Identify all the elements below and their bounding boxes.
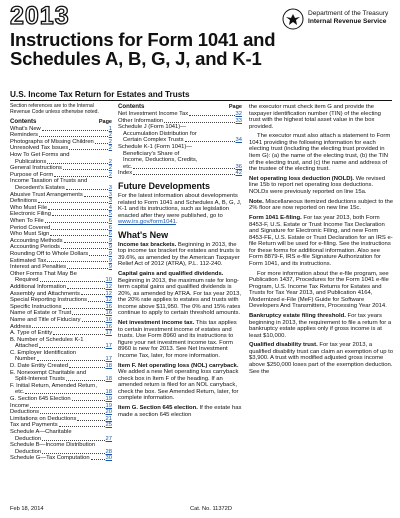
toc-entry-title: Publications — [15, 158, 47, 165]
toc-page-link[interactable]: 1 — [108, 125, 112, 132]
document-subtitle: U.S. Income Tax Return for Estates and Trusts — [10, 90, 190, 99]
toc-entry-title: etc. — [15, 389, 25, 396]
toc-leader-dots — [59, 426, 105, 427]
toc-leader-dots — [54, 176, 108, 177]
toc-entry[interactable] — [118, 111, 242, 118]
toc-entry[interactable] — [118, 164, 242, 171]
toc-entry[interactable] — [10, 192, 112, 199]
toc-entry — [118, 157, 242, 164]
toc-entry-title: Net Investment Income Tax — [118, 111, 189, 118]
toc-label: Contents — [118, 103, 145, 110]
toc-page-label: Page — [98, 118, 112, 125]
toc-page-link[interactable]: 12 — [105, 297, 112, 304]
toc-list — [118, 111, 242, 177]
toc-entry-title: etc. — [123, 163, 133, 170]
toc-page-link[interactable]: 18 — [105, 389, 112, 396]
toc-leader-dots — [42, 453, 104, 454]
toc-page-link[interactable]: 16 — [105, 303, 112, 310]
toc-entry[interactable] — [10, 449, 112, 456]
toc-entry[interactable] — [10, 198, 112, 205]
toc-entry-title: A. Type of Entity — [10, 330, 53, 337]
toc-entry — [10, 152, 112, 159]
toc-page-link[interactable]: 12 — [105, 283, 112, 290]
toc-entry-title: Limitations on Deductions — [10, 415, 77, 422]
toc-page-link[interactable]: 16 — [105, 316, 112, 323]
toc-leader-dots — [40, 413, 105, 414]
toc-entry-title: Schedule G—Tax Computation — [10, 455, 90, 462]
toc-entry-title: Required — [15, 277, 39, 284]
toc-entry-title: Name and Title of Fiduciary — [10, 316, 81, 323]
future-developments-heading: Future Developments — [118, 181, 211, 192]
toc-header — [10, 119, 112, 126]
toc-entry-title: F. Initial Return, Amended Return, — [10, 382, 97, 389]
toc-leader-dots — [81, 294, 105, 295]
toc-entry-title: Number — [15, 356, 36, 363]
toc-entry-title: Other Information — [118, 117, 164, 124]
capital-gains-para: Capital gains and qualified dividends. Beginning in 2013, the maximum rate for long-term capital gains and qualified dividends is 20%, as amended by ATRA. For tax year 2013, the 20% rate applies to estates and trusts with income above $11,950. The 0% and 15% rates continue to apply to certain threshold amounts. — [118, 271, 242, 317]
toc-entry-title: Certain Complex Trusts — [123, 137, 184, 144]
toc-entry[interactable] — [118, 118, 242, 125]
toc-page-link[interactable]: 10 — [105, 277, 112, 284]
toc-entry — [118, 144, 242, 151]
toc-page-link[interactable]: 20 — [105, 409, 112, 416]
toc-entry[interactable] — [10, 416, 112, 423]
toc-entry[interactable] — [10, 238, 112, 245]
dept-line-2: Internal Revenue Service — [308, 18, 387, 25]
toc-entry-title: Unresolved Tax Issues — [10, 145, 69, 152]
toc-entry-title: Schedule B—Income Distribution — [10, 442, 96, 449]
toc-leader-dots — [51, 229, 107, 230]
toc-entry[interactable] — [10, 218, 112, 225]
toc-page-link[interactable]: 2 — [108, 165, 112, 172]
toc-entry-title: Beneficiary's Share of — [123, 150, 180, 157]
executor-statement-para: The executor must also attach a statement to Form 1041 providing the following information for each electing trust (including the electing trust provided in Item G): (a) the name of the electing trust, (b) the TIN of the electing trust, and (c) the name and address of the trustee of the electing trust. — [249, 133, 391, 173]
toc-entry-title: Schedule K-1 (Form 1041)— — [118, 144, 193, 151]
toc-entry[interactable] — [10, 225, 112, 232]
toc-entry-title: B. Number of Schedules K-1 — [10, 336, 84, 343]
toc-entry[interactable] — [10, 159, 112, 166]
toc-leader-dots — [66, 380, 105, 381]
toc-entry-title: D. Date Entity Created — [10, 363, 68, 370]
toc-entry[interactable] — [10, 145, 112, 152]
toc-page-link[interactable]: 9 — [108, 264, 112, 271]
toc-leader-dots — [40, 281, 105, 282]
toc-entry[interactable] — [10, 356, 112, 363]
toc-entry-title: Attached — [15, 343, 38, 350]
toc-leader-dots — [42, 130, 108, 131]
toc-page-link[interactable]: 17 — [105, 330, 112, 337]
toc-entry[interactable] — [10, 317, 112, 324]
toc-leader-dots — [69, 367, 105, 368]
toc-entry-title: Schedule A—Charitable — [10, 429, 72, 435]
page-footer — [10, 506, 390, 512]
toc-entry-title: Interest and Penalties — [10, 264, 67, 271]
toc-entry-title: Specific Instructions — [10, 303, 62, 310]
toc-page-link[interactable]: 9 — [108, 257, 112, 264]
toc-leader-dots — [52, 215, 108, 216]
toc-leader-dots — [39, 347, 105, 348]
toc-entry[interactable] — [10, 330, 112, 337]
toc-entry[interactable] — [10, 304, 112, 311]
toc-leader-dots — [67, 288, 104, 289]
toc-page-link[interactable]: 16 — [105, 323, 112, 330]
toc-entry-title: G. Section 645 Election — [10, 396, 71, 403]
toc-page-link[interactable]: 4 — [108, 204, 112, 211]
toc-entry[interactable] — [10, 185, 112, 192]
toc-leader-dots — [77, 420, 104, 421]
toc-page-link[interactable]: 28 — [105, 448, 112, 455]
toc-entry-title: Deduction — [15, 435, 42, 442]
toc-page-link[interactable]: 5 — [108, 211, 112, 218]
toc-leader-dots — [47, 163, 108, 164]
toc-entry-title: Accumulation Distribution for — [123, 130, 197, 137]
toc-entry-title: Income, Deductions, Credits, — [123, 157, 198, 164]
treasury-eagle-icon — [282, 8, 304, 30]
toc-entry[interactable] — [10, 403, 112, 410]
nold-para: Net operating loss deduction (NOLD). We revised line 15b to report net operating loss deductions. NOLDs were previously reported on line 15a. — [249, 175, 386, 195]
toc-entry-title: Electronic Filing — [10, 211, 51, 218]
toc-entry-title: Split-Interest Trusts — [15, 376, 65, 383]
toc-page-link[interactable]: 21 — [105, 415, 112, 422]
toc-entry[interactable] — [10, 436, 112, 443]
toc-page-link[interactable]: 30 — [105, 455, 112, 462]
toc-entry[interactable] — [10, 231, 112, 238]
toc-leader-dots — [32, 327, 104, 328]
toc-entry — [10, 178, 112, 185]
toc-entry-title: Reminders — [10, 132, 39, 139]
toc-label: Contents — [10, 117, 37, 125]
toc-page-link[interactable]: 3 — [108, 198, 112, 205]
document-title: Instructions for Form 1041 and Schedules A, B, G, J, and K-1 — [10, 29, 276, 69]
agency-name — [308, 10, 388, 26]
toc-entry — [10, 350, 112, 357]
toc-entry[interactable] — [118, 170, 242, 177]
toc-page-link[interactable]: 9 — [108, 244, 112, 251]
toc-entry-title: Rounding Off to Whole Dollars — [10, 250, 89, 257]
toc-leader-dots — [48, 209, 108, 210]
toc-entry-title: Assembly and Attachments — [10, 290, 80, 297]
toc-leader-dots — [37, 360, 105, 361]
toc-page-link[interactable]: 34 — [235, 137, 242, 144]
toc-entry-title: Photographs of Missing Children — [10, 138, 94, 145]
toc-entry-title: Accounting Methods — [10, 237, 63, 244]
toc-leader-dots — [38, 202, 108, 203]
toc-entry-title: Address — [10, 323, 32, 330]
toc-entry-title: General Instructions — [10, 165, 62, 172]
catalog-number: Cat. No. 11372D — [190, 506, 232, 512]
toc-leader-dots — [42, 440, 104, 441]
toc-entry[interactable] — [10, 132, 112, 139]
toc-entry[interactable] — [10, 422, 112, 429]
toc-entry[interactable] — [10, 343, 112, 350]
toc-page-link[interactable]: 32 — [235, 111, 242, 118]
toc-leader-dots — [89, 255, 108, 256]
toc-entry[interactable] — [10, 211, 112, 218]
toc-entry — [118, 124, 242, 131]
toc-entry[interactable] — [10, 244, 112, 251]
future-developments-text: For the latest information about developments related to Form 1041 and Schedules A, B, G, J, K-1 and its instructions, such as legislation enacted after they were published, go to www.irs.gov/form1041. — [118, 193, 242, 226]
toc-entry[interactable] — [10, 205, 112, 212]
toc-entry — [10, 271, 112, 278]
toc-leader-dots — [72, 314, 104, 315]
toc-page-link[interactable]: 6 — [108, 231, 112, 238]
toc-entry-title: Deduction — [15, 448, 42, 455]
toc-leader-dots — [95, 143, 108, 144]
toc-leader-dots — [69, 149, 108, 150]
disability-trust-para: Qualified disability trust. For tax year 2013, a qualified disability trust can claim an exemption of up to $3,900. A trust with modified adjusted gross income above $250,000 loses part of the exemption deduction. See the — [249, 342, 394, 375]
toc-entry-title: How To Get Forms and — [10, 152, 70, 159]
toc-entry[interactable] — [10, 324, 112, 331]
toc-page-link[interactable]: 2 — [108, 138, 112, 145]
toc-entry-title: C. Employer Identification — [10, 349, 77, 356]
toc-entry[interactable] — [10, 363, 112, 370]
toc-list — [10, 126, 112, 462]
toc-leader-dots — [189, 115, 234, 116]
toc-page-link[interactable]: 6 — [108, 224, 112, 231]
toc-entry[interactable] — [10, 389, 112, 396]
toc-page-link[interactable]: 19 — [105, 396, 112, 403]
toc-page-link[interactable]: 2 — [108, 158, 112, 165]
toc-page-link[interactable]: 18 — [105, 376, 112, 383]
toc-entry[interactable] — [10, 396, 112, 403]
toc-leader-dots — [133, 168, 234, 169]
toc-entry-title: When To File — [10, 218, 44, 224]
toc-entry-title: Special Reporting Instructions — [10, 297, 88, 304]
toc-leader-dots — [84, 196, 108, 197]
form-year: 2013 — [10, 2, 70, 30]
toc-entry-title: Schedule J (Form 1041)— — [118, 124, 186, 131]
toc-entry — [10, 337, 112, 344]
toc-entry-title: Period Covered — [10, 224, 51, 231]
toc-entry[interactable] — [10, 297, 112, 304]
toc-page-label: Page — [228, 104, 242, 110]
toc-entry-title: Estimated Tax — [10, 257, 47, 264]
toc-leader-dots — [39, 136, 108, 137]
toc-page-link[interactable]: 12 — [105, 290, 112, 297]
toc-page-link[interactable]: 2 — [108, 145, 112, 152]
toc-entry-title: Income Taxation of Trusts and — [10, 178, 88, 185]
toc-entry-title: What's New — [10, 125, 41, 132]
toc-page-link[interactable]: 27 — [105, 435, 112, 442]
toc-leader-dots — [88, 301, 105, 302]
toc-leader-dots — [185, 141, 235, 142]
toc-entry[interactable] — [10, 310, 112, 317]
toc-leader-dots — [50, 235, 107, 236]
toc-entry[interactable] — [10, 172, 112, 179]
toc-header — [118, 104, 242, 111]
toc-leader-dots — [164, 122, 234, 123]
toc-entry-title: Tax and Payments — [10, 422, 58, 429]
bankruptcy-threshold-para: Bankruptcy estate filing threshold. For tax years beginning in 2013, the requirement to file a return for a bankruptcy estate applies only if gross income is at least $10,000. — [249, 312, 392, 339]
toc-entry — [10, 370, 112, 377]
toc-page-link[interactable]: 18 — [105, 363, 112, 370]
toc-page-link[interactable]: 9 — [108, 250, 112, 257]
header-rule — [10, 100, 392, 101]
toc-leader-dots — [63, 308, 105, 309]
toc-entry-title: Who Must File — [10, 204, 48, 211]
toc-entry[interactable] — [118, 137, 242, 144]
toc-entry[interactable] — [10, 258, 112, 265]
toc-entry-title: Definitions — [10, 198, 38, 205]
toc-entry[interactable] — [10, 284, 112, 291]
toc-leader-dots — [67, 268, 108, 269]
efiling-para: Form 1041 E-filing. For tax year 2013, both Form 8453-F, U.S. Estate or Trust Income Tax Declaration and Signature for Electronic Filing, and new Form 8453-FE, U.S. Estate or Trust Declaration for an IRS e-file Return will be used for e-filing. See the instructions for these forms for additional information. Also see Form 8879-F, IRS e-file Signature Authorization for Form 1041, and its instructions. — [249, 214, 393, 267]
toc-entry-title: Other Forms That May Be — [10, 270, 77, 277]
toc-leader-dots — [72, 400, 105, 401]
toc-entry-title: Additional Information — [10, 283, 67, 290]
irs-form1041-link[interactable]: www.irs.gov/form1041 — [118, 219, 176, 226]
toc-entry — [10, 442, 112, 449]
toc-leader-dots — [91, 459, 105, 460]
toc-entry[interactable] — [10, 291, 112, 298]
toc-leader-dots — [82, 321, 105, 322]
income-tax-brackets-para: Income tax brackets. Beginning in 2013, the top income tax bracket for estates and trusts is 39.6%, as amended by the American Taxpayer Relief Act of 2012 (ATRA), P.L. 112-240. — [118, 241, 240, 268]
toc-leader-dots — [61, 248, 108, 249]
toc-entry-title: Income — [10, 402, 30, 409]
nol-carryback-para: Item F. Net operating loss (NOL) carryback. We added a new Net operating loss carryback check box in Item F of the heading. If an amended return is filed for an NOL carryback, check the box. See Amended Return, later, for complete information. — [118, 362, 239, 402]
section-reference-note: Section references are to the Internal Revenue Code unless otherwise noted. — [10, 103, 99, 115]
toc-page-link[interactable]: 25 — [105, 422, 112, 429]
toc-entry[interactable] — [10, 376, 112, 383]
toc-page-link[interactable]: 2 — [108, 171, 112, 178]
toc-entry — [10, 383, 112, 390]
toc-leader-dots — [66, 189, 108, 190]
toc-entry[interactable] — [10, 251, 112, 258]
toc-entry-title: Accounting Periods — [10, 244, 60, 251]
toc-leader-dots — [45, 222, 108, 223]
toc-page-link[interactable]: 19 — [105, 402, 112, 409]
toc-entry[interactable] — [10, 139, 112, 146]
toc-entry-title: Purpose of Form — [10, 171, 54, 178]
toc-leader-dots — [25, 393, 104, 394]
toc-page-link[interactable]: 36 — [235, 163, 242, 170]
section-645-continued: the executor must check item G and provide the taxpayer identification number (TIN) of the electing trust with the highest total asset value in the box provided. — [249, 104, 381, 130]
whats-new-heading: What's New — [118, 229, 169, 240]
toc-entry-title: Deductions — [10, 409, 40, 416]
toc-entry — [118, 131, 242, 138]
column-2 — [118, 104, 242, 421]
note-para: Note. Miscellaneous itemized deductions subject to the 2% floor are now reported on new line 15c. — [249, 198, 394, 212]
toc-page-link[interactable]: 2 — [108, 132, 112, 139]
toc-entry-title: Index — [118, 170, 133, 177]
toc-leader-dots — [64, 242, 108, 243]
toc-entry-title: Abusive Trust Arrangements — [10, 191, 83, 198]
toc-page-link[interactable]: 33 — [235, 117, 242, 124]
toc-entry — [10, 429, 112, 436]
toc-leader-dots — [63, 169, 108, 170]
toc-page-link[interactable]: 6 — [108, 218, 112, 224]
toc-leader-dots — [47, 261, 107, 262]
column-3 — [249, 104, 394, 378]
toc-entry[interactable] — [10, 455, 112, 462]
dept-line-1: Department of the Treasury — [308, 10, 389, 17]
publication-date: Feb 18, 2014 — [10, 506, 44, 512]
toc-page-link[interactable]: 3 — [108, 191, 112, 198]
toc-page-link[interactable]: 17 — [105, 343, 112, 350]
toc-leader-dots — [30, 407, 105, 408]
toc-entry-title: Name of Estate or Trust — [10, 310, 72, 317]
toc-entry[interactable] — [10, 264, 112, 271]
toc-leader-dots — [53, 334, 104, 335]
toc-page-link[interactable]: 17 — [105, 356, 112, 363]
toc-entry-title: Who Must Sign — [10, 231, 50, 238]
toc-entry — [118, 151, 242, 158]
toc-page-link[interactable]: 16 — [105, 310, 112, 317]
toc-page-link[interactable]: 9 — [108, 237, 112, 244]
column-1 — [10, 104, 112, 462]
section-645-para: Item G. Section 645 election. If the estate has made a section 645 election — [118, 405, 242, 418]
toc-page-link[interactable]: 42 — [235, 170, 242, 177]
toc-entry[interactable] — [10, 165, 112, 172]
toc-entry-title: E. Nonexempt Charitable and — [10, 369, 87, 376]
toc-entry[interactable] — [10, 277, 112, 284]
toc-leader-dots — [133, 174, 234, 175]
toc-entry[interactable] — [10, 126, 112, 133]
toc-page-link[interactable]: 3 — [108, 185, 112, 192]
efile-program-para: For more information about the e-file program, see Publication 1437, Procedures for the Form 1041 e-file Program, U.S. Income Tax Returns for Estates and Trusts for Tax Year 2013, and Publication 4164, Modernized e-File (MeF) Guide for Software Developers And Transmitters, Processing Year 2014. — [249, 270, 389, 310]
net-investment-tax-para: Net investment income tax. This tax applies to certain investment income of estates and trusts. Use Form 8960 and its instructions to figure your net investment income tax. Form 8960 is new for 2013. See Net Investment Income Tax, later, for more information. — [118, 320, 237, 359]
toc-entry-title: Decedent's Estates — [15, 185, 65, 192]
toc-entry[interactable] — [10, 409, 112, 416]
